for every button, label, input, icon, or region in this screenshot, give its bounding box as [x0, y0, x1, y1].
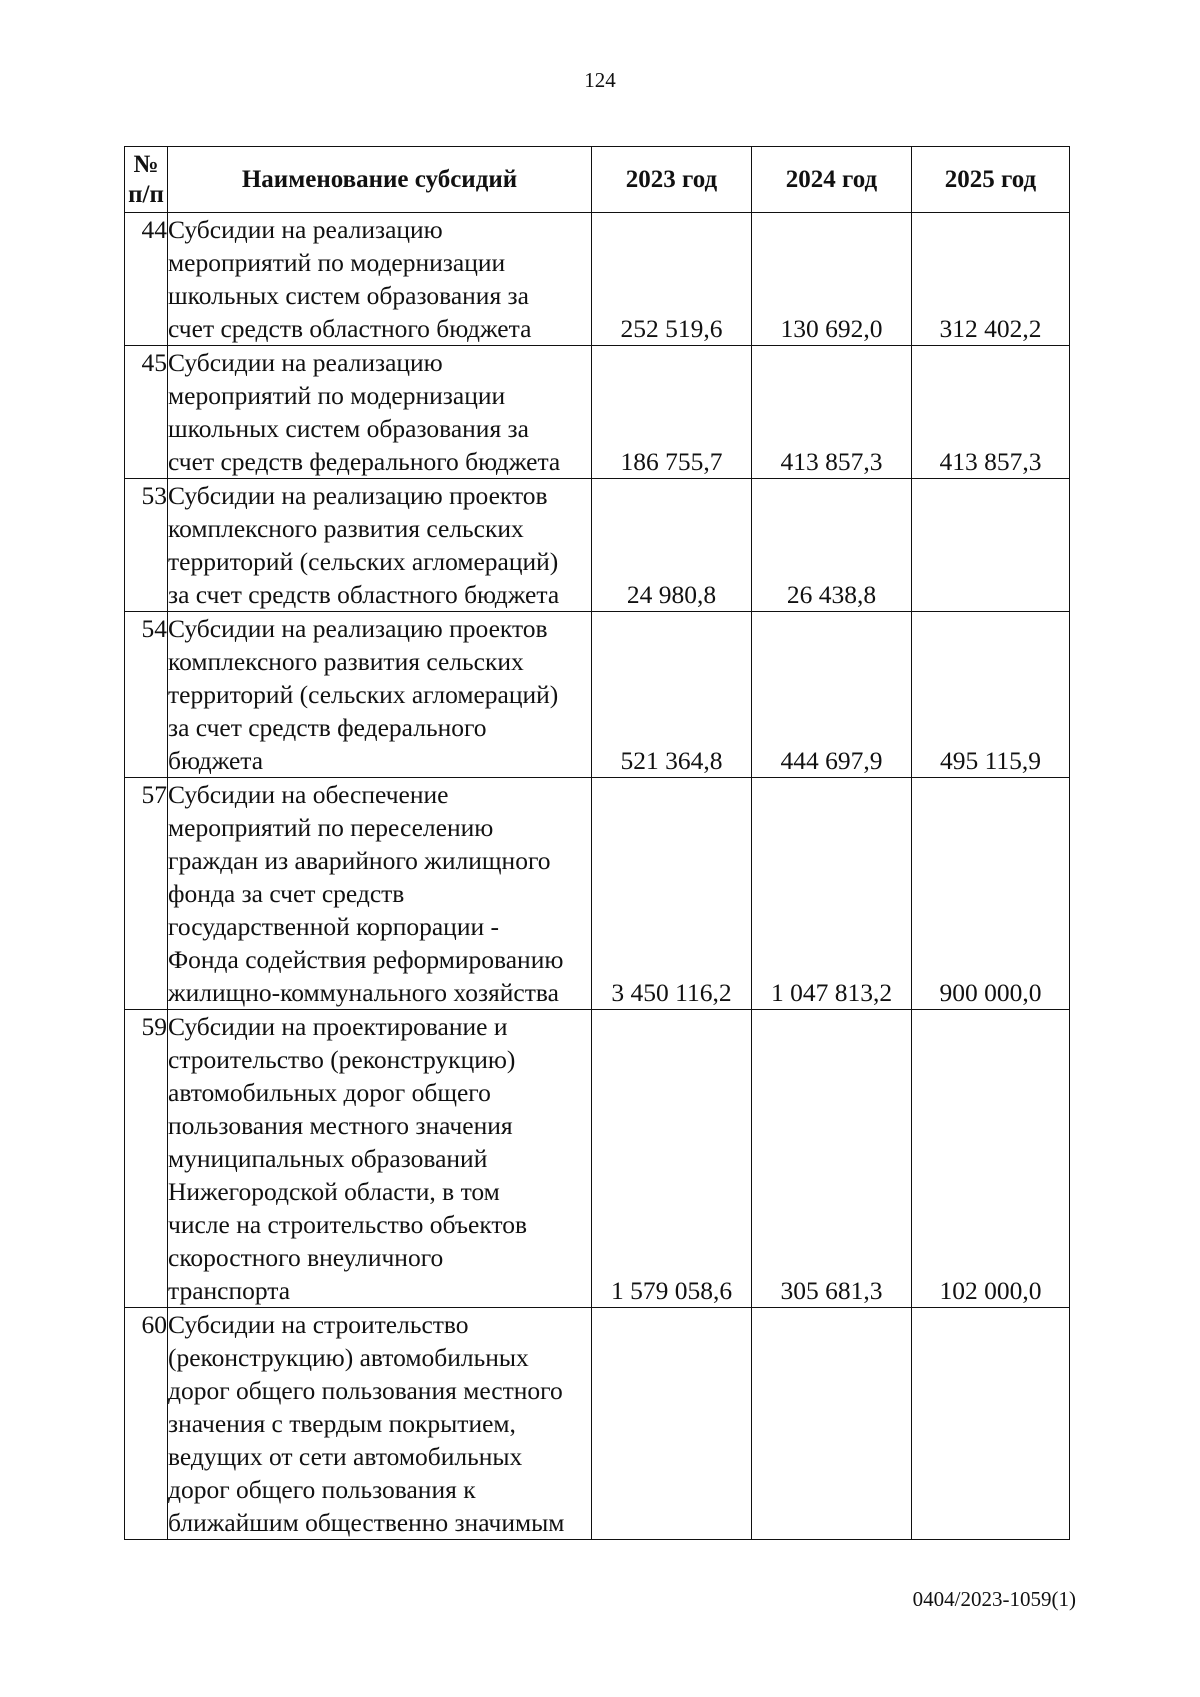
subsidy-name-line: территорий (сельских агломераций) [168, 680, 559, 709]
subsidy-name-line: Субсидии на реализацию [168, 215, 443, 244]
subsidy-name-line: дорог общего пользования местного [168, 1376, 563, 1405]
subsidy-name-line: комплексного развития сельских [168, 647, 524, 676]
value-2024 [752, 1308, 912, 1540]
value-2025: 312 402,2 [912, 213, 1070, 346]
subsidy-name-line: территорий (сельских агломераций) [168, 547, 559, 576]
table-row [125, 346, 1070, 479]
value-2025: 495 115,9 [912, 612, 1070, 778]
header-2025: 2025 год [912, 147, 1070, 213]
row-number: 45 [125, 346, 168, 479]
row-number: 57 [125, 778, 168, 1010]
header-2024: 2024 год [752, 147, 912, 213]
row-number: 44 [125, 213, 168, 346]
subsidy-name-line: Субсидии на реализацию проектов [168, 614, 548, 643]
value-2023: 521 364,8 [592, 612, 752, 778]
subsidy-name-line: транспорта [168, 1276, 291, 1305]
value-2024: 444 697,9 [752, 612, 912, 778]
value-2023 [592, 1308, 752, 1540]
subsidies-table [124, 146, 1070, 1540]
subsidy-name-line: граждан из аварийного жилищного [168, 846, 551, 875]
row-number: 60 [125, 1308, 168, 1540]
table-row [125, 479, 1070, 612]
table-row [125, 1010, 1070, 1308]
subsidy-name-line: государственной корпорации - [168, 912, 499, 941]
subsidy-name-line: бюджета [168, 746, 264, 775]
subsidy-name-line: значения с твердым покрытием, [168, 1409, 516, 1438]
subsidy-name-line: числе на строительство объектов [168, 1210, 527, 1239]
subsidy-name-line: пользования местного значения [168, 1111, 513, 1140]
subsidy-name [168, 1308, 592, 1540]
subsidy-name [168, 479, 592, 612]
value-2024: 1 047 813,2 [752, 778, 912, 1010]
subsidy-name-line: фонда за счет средств [168, 879, 405, 908]
subsidy-name-line: счет средств областного бюджета [168, 314, 532, 343]
subsidy-name-line: за счет средств областного бюджета [168, 580, 560, 609]
subsidy-name [168, 778, 592, 1010]
header-num: № п/п [125, 147, 168, 213]
table-row [125, 778, 1070, 1010]
subsidy-name-line: школьных систем образования за [168, 414, 529, 443]
header-name: Наименование субсидий [168, 147, 592, 213]
value-2023: 24 980,8 [592, 479, 752, 612]
subsidy-name [168, 612, 592, 778]
value-2023: 252 519,6 [592, 213, 752, 346]
table-row [125, 213, 1070, 346]
subsidy-name-line: мероприятий по модернизации [168, 381, 506, 410]
table-row [125, 1308, 1070, 1540]
subsidy-name-line: дорог общего пользования к [168, 1475, 476, 1504]
value-2025 [912, 1308, 1070, 1540]
subsidy-name-line: Субсидии на реализацию [168, 348, 443, 377]
subsidy-name-line: Субсидии на строительство [168, 1310, 469, 1339]
subsidy-name-line: строительство (реконструкцию) [168, 1045, 516, 1074]
subsidy-name-line: Субсидии на проектирование и [168, 1012, 508, 1041]
table-header-row [125, 147, 1070, 213]
subsidy-name-line: Субсидии на реализацию проектов [168, 481, 548, 510]
document-code: 0404/2023-1059(1) [912, 1587, 1076, 1611]
value-2023: 186 755,7 [592, 346, 752, 479]
subsidy-name-line: ведущих от сети автомобильных [168, 1442, 523, 1471]
subsidy-name [168, 1010, 592, 1308]
value-2025: 102 000,0 [912, 1010, 1070, 1308]
table-row [125, 612, 1070, 778]
value-2024: 305 681,3 [752, 1010, 912, 1308]
subsidy-name-line: мероприятий по переселению [168, 813, 494, 842]
subsidy-name [168, 346, 592, 479]
value-2024: 130 692,0 [752, 213, 912, 346]
subsidy-name-line: Фонда содействия реформированию [168, 945, 564, 974]
subsidy-name-line: школьных систем образования за [168, 281, 529, 310]
value-2025: 900 000,0 [912, 778, 1070, 1010]
subsidy-name-line: муниципальных образований [168, 1144, 488, 1173]
page-number: 124 [584, 68, 616, 92]
value-2025 [912, 479, 1070, 612]
subsidy-name-line: мероприятий по модернизации [168, 248, 506, 277]
subsidy-name-line: ближайшим общественно значимым [168, 1508, 565, 1537]
subsidy-name-line: (реконструкцию) автомобильных [168, 1343, 529, 1372]
row-number: 53 [125, 479, 168, 612]
value-2024: 413 857,3 [752, 346, 912, 479]
subsidy-name-line: автомобильных дорог общего [168, 1078, 491, 1107]
value-2023: 1 579 058,6 [592, 1010, 752, 1308]
subsidy-name-line: комплексного развития сельских [168, 514, 524, 543]
value-2024: 26 438,8 [752, 479, 912, 612]
value-2023: 3 450 116,2 [592, 778, 752, 1010]
subsidy-name-line: счет средств федерального бюджета [168, 447, 561, 476]
header-2023: 2023 год [592, 147, 752, 213]
row-number: 54 [125, 612, 168, 778]
subsidy-name-line: Нижегородской области, в том [168, 1177, 500, 1206]
row-number: 59 [125, 1010, 168, 1308]
subsidy-name-line: жилищно-коммунального хозяйства [168, 978, 559, 1007]
subsidy-name-line: скоростного внеуличного [168, 1243, 444, 1272]
value-2025: 413 857,3 [912, 346, 1070, 479]
subsidy-name-line: Субсидии на обеспечение [168, 780, 449, 809]
subsidy-name-line: за счет средств федерального [168, 713, 487, 742]
subsidy-name [168, 213, 592, 346]
